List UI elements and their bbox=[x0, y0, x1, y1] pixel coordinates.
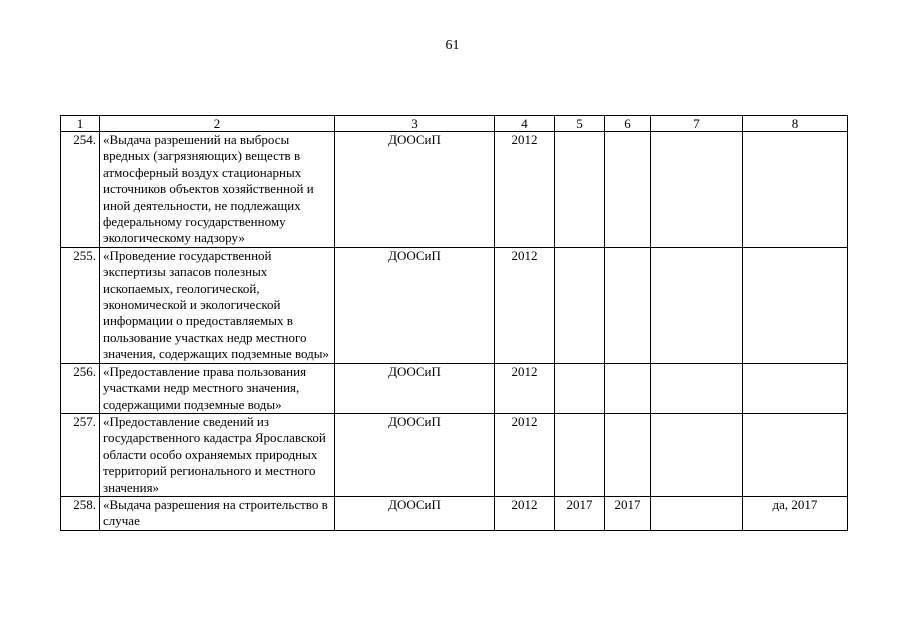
service-name: «Выдача разрешения на строительство в случае bbox=[100, 496, 335, 530]
department-cell: ДООСиП bbox=[335, 247, 495, 363]
service-name: «Проведение государственной экспертизы запасов полезных ископаемых, геологической, экономической и экологической информации о предоставляемых в пользование участках недр местного значения, содержащих подземные воды» bbox=[100, 247, 335, 363]
header-col-8: 8 bbox=[743, 116, 848, 132]
service-name: «Предоставление сведений из государственного кадастра Ярославской области особо охраняемых природных территорий регионального и местного значения» bbox=[100, 413, 335, 496]
row-number: 254. bbox=[61, 132, 100, 248]
table-row bbox=[61, 413, 848, 496]
header-col-4: 4 bbox=[495, 116, 555, 132]
row-number: 258. bbox=[61, 496, 100, 530]
table-row bbox=[61, 363, 848, 413]
header-col-6: 6 bbox=[605, 116, 651, 132]
col5-cell bbox=[555, 247, 605, 363]
service-name: «Предоставление права пользования участками недр местного значения, содержащими подземные воды» bbox=[100, 363, 335, 413]
col5-cell: 2017 bbox=[555, 496, 605, 530]
col7-cell bbox=[651, 496, 743, 530]
page-number: 61 bbox=[445, 38, 460, 53]
department-cell: ДООСиП bbox=[335, 132, 495, 248]
header-row bbox=[61, 116, 848, 132]
col8-cell bbox=[743, 413, 848, 496]
department-cell: ДООСиП bbox=[335, 363, 495, 413]
col6-cell bbox=[605, 247, 651, 363]
col7-cell bbox=[651, 363, 743, 413]
col8-cell bbox=[743, 132, 848, 248]
year-cell: 2012 bbox=[495, 413, 555, 496]
department-cell: ДООСиП bbox=[335, 496, 495, 530]
col8-cell bbox=[743, 363, 848, 413]
col6-cell bbox=[605, 413, 651, 496]
row-number: 256. bbox=[61, 363, 100, 413]
header-col-5: 5 bbox=[555, 116, 605, 132]
table-row bbox=[61, 132, 848, 248]
col5-cell bbox=[555, 132, 605, 248]
col7-cell bbox=[651, 247, 743, 363]
col8-cell bbox=[743, 247, 848, 363]
col7-cell bbox=[651, 413, 743, 496]
year-cell: 2012 bbox=[495, 363, 555, 413]
header-col-1: 1 bbox=[61, 116, 100, 132]
table-row bbox=[61, 496, 848, 530]
year-cell: 2012 bbox=[495, 132, 555, 248]
col5-cell bbox=[555, 413, 605, 496]
department-cell: ДООСиП bbox=[335, 413, 495, 496]
col5-cell bbox=[555, 363, 605, 413]
col8-cell: да, 2017 bbox=[743, 496, 848, 530]
services-table bbox=[60, 115, 848, 531]
col6-cell bbox=[605, 363, 651, 413]
col7-cell bbox=[651, 132, 743, 248]
header-col-3: 3 bbox=[335, 116, 495, 132]
year-cell: 2012 bbox=[495, 247, 555, 363]
col6-cell bbox=[605, 132, 651, 248]
row-number: 257. bbox=[61, 413, 100, 496]
service-name: «Выдача разрешений на выбросы вредных (загрязняющих) веществ в атмосферный воздух стационарных источников объектов хозяйственной и иной деятельности, не подлежащих федеральному государственному экологическому надзору» bbox=[100, 132, 335, 248]
year-cell: 2012 bbox=[495, 496, 555, 530]
col6-cell: 2017 bbox=[605, 496, 651, 530]
header-col-7: 7 bbox=[651, 116, 743, 132]
table-row bbox=[61, 247, 848, 363]
header-col-2: 2 bbox=[100, 116, 335, 132]
row-number: 255. bbox=[61, 247, 100, 363]
